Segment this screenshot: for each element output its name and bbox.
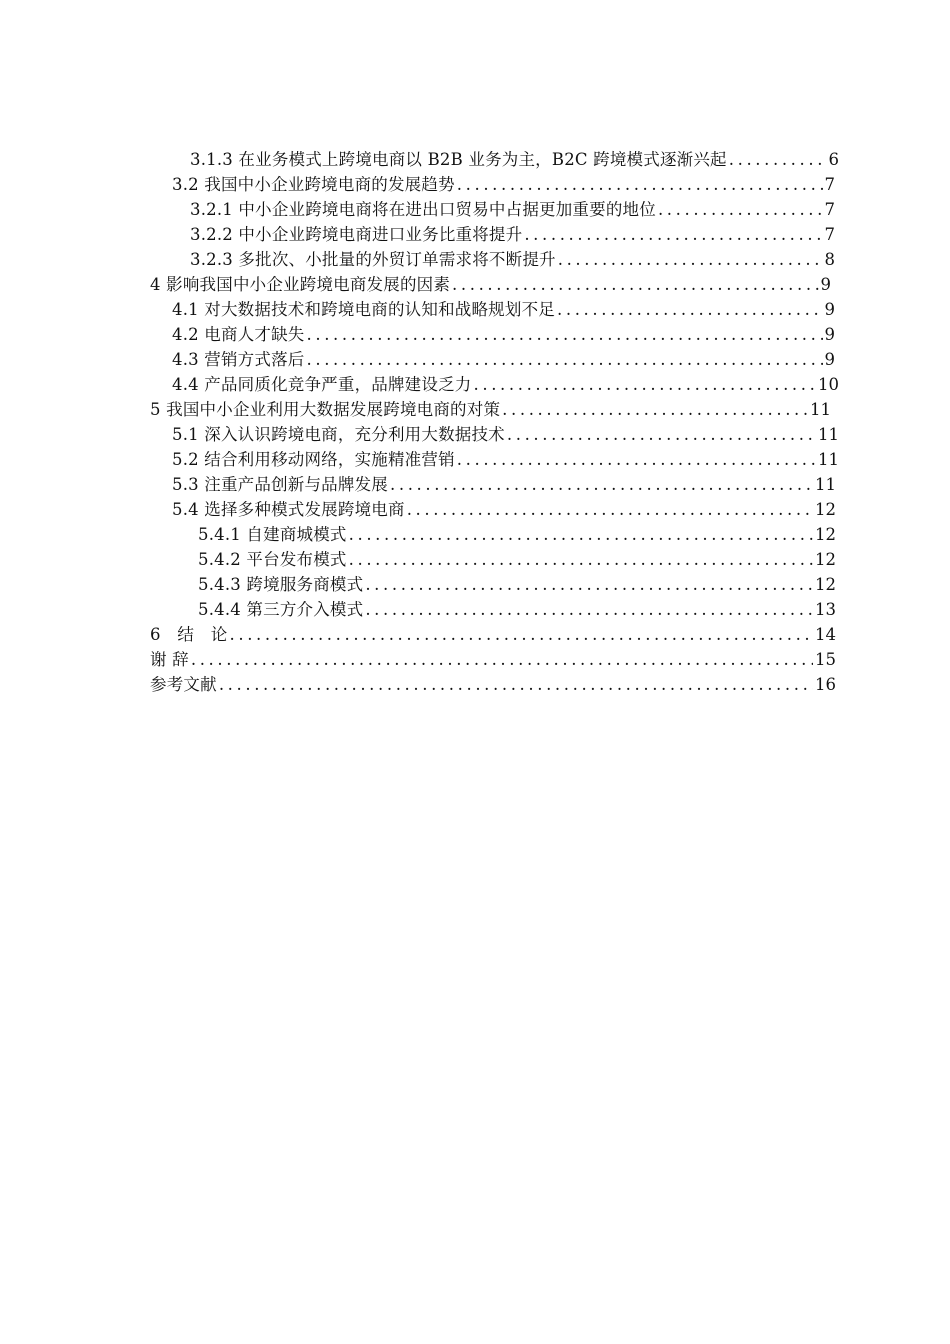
toc-entry[interactable] <box>150 672 836 697</box>
toc-entry-page: 7 <box>824 175 835 194</box>
toc-entry-title: 5.4.2 平台发布模式 <box>198 550 347 569</box>
toc-entry-title: 3.2.1 中小企业跨境电商将在进出口贸易中占据更加重要的地位 <box>190 200 656 219</box>
toc-leader-dots <box>457 447 816 472</box>
toc-entry-page: 7 <box>824 200 835 219</box>
toc-leader-dots <box>557 297 823 322</box>
toc-entry-title: 5.1 深入认识跨境电商，充分利用大数据技术 <box>172 425 505 444</box>
toc-leader-dots <box>558 247 823 272</box>
toc-entry[interactable] <box>150 397 831 422</box>
toc-entry-title: 谢 辞 <box>150 650 189 669</box>
toc-entry[interactable] <box>172 472 836 497</box>
toc-entry[interactable] <box>172 347 835 372</box>
toc-entry-page: 13 <box>815 600 836 619</box>
toc-leader-dots <box>307 322 823 347</box>
toc-entry-title: 5.4.1 自建商城模式 <box>198 525 347 544</box>
toc-entry-title: 5.2 结合利用移动网络，实施精准营销 <box>172 450 455 469</box>
toc-entry[interactable] <box>198 597 836 622</box>
toc-entry-page: 11 <box>815 475 836 494</box>
toc-entry-title: 4.2 电商人才缺失 <box>172 325 305 344</box>
toc-entry-page: 12 <box>815 575 836 594</box>
toc-entry-title: 3.1.3 在业务模式上跨境电商以 B2B 业务为主，B2C 跨境模式逐渐兴起 <box>190 150 727 169</box>
toc-entry[interactable] <box>190 222 835 247</box>
toc-entry-page: 15 <box>815 650 836 669</box>
toc-entry[interactable] <box>150 647 836 672</box>
toc-leader-dots <box>365 572 813 597</box>
toc-entry-page: 8 <box>824 250 835 269</box>
toc-entry[interactable] <box>172 497 836 522</box>
toc-entry-page: 9 <box>824 325 835 344</box>
toc-leader-dots <box>390 472 813 497</box>
toc-leader-dots <box>307 347 823 372</box>
toc-entry[interactable] <box>198 572 836 597</box>
toc-entry-page: 12 <box>815 550 836 569</box>
toc-entry-title: 4.3 营销方式落后 <box>172 350 305 369</box>
toc-entry-title: 4 影响我国中小企业跨境电商发展的因素 <box>150 275 451 294</box>
toc-entry-title: 4.1 对大数据技术和跨境电商的认知和战略规划不足 <box>172 300 555 319</box>
toc-entry[interactable] <box>190 197 835 222</box>
toc-leader-dots <box>365 597 813 622</box>
toc-entry-page: 14 <box>815 625 836 644</box>
toc-entry[interactable] <box>190 247 835 272</box>
toc-leader-dots <box>457 172 823 197</box>
toc-entry[interactable] <box>172 422 839 447</box>
toc-entry-title: 5.4.4 第三方介入模式 <box>198 600 364 619</box>
toc-entry[interactable] <box>198 522 836 547</box>
toc-leader-dots <box>658 197 823 222</box>
toc-leader-dots <box>474 372 817 397</box>
toc-entry-page: 9 <box>824 350 835 369</box>
toc-entry-title: 5.3 注重产品创新与品牌发展 <box>172 475 388 494</box>
toc-leader-dots <box>219 672 813 697</box>
toc-entry-title: 5.4 选择多种模式发展跨境电商 <box>172 500 405 519</box>
toc-entry-page: 12 <box>815 500 836 519</box>
toc-entry-page: 9 <box>824 300 835 319</box>
toc-leader-dots <box>230 622 814 647</box>
toc-entry-page: 10 <box>818 375 839 394</box>
toc-entry-title: 5 我国中小企业利用大数据发展跨境电商的对策 <box>150 400 501 419</box>
toc-entry-page: 6 <box>828 150 839 169</box>
toc-entry-page: 11 <box>818 425 839 444</box>
toc-leader-dots <box>729 147 827 172</box>
toc-leader-dots <box>191 647 813 672</box>
toc-leader-dots <box>452 272 818 297</box>
toc-entry-page: 11 <box>810 400 831 419</box>
toc-leader-dots <box>507 422 816 447</box>
toc-entry-title: 参考文献 <box>150 675 217 694</box>
toc-entry-page: 11 <box>818 450 839 469</box>
toc-entry-title: 3.2.3 多批次、小批量的外贸订单需求将不断提升 <box>190 250 556 269</box>
toc-leader-dots <box>349 547 813 572</box>
toc-entry[interactable] <box>172 297 835 322</box>
toc-entry-page: 7 <box>824 225 835 244</box>
toc-entry[interactable] <box>172 172 835 197</box>
toc-entry[interactable] <box>198 547 836 572</box>
toc-entry[interactable] <box>190 147 839 172</box>
toc-entry-title: 3.2 我国中小企业跨境电商的发展趋势 <box>172 175 455 194</box>
toc-leader-dots <box>502 397 808 422</box>
toc-entry-title: 3.2.2 中小企业跨境电商进口业务比重将提升 <box>190 225 523 244</box>
toc-entry[interactable] <box>172 447 839 472</box>
toc-entry-page: 16 <box>815 675 836 694</box>
toc-entry-title: 5.4.3 跨境服务商模式 <box>198 575 364 594</box>
toc-entry-title: 4.4 产品同质化竞争严重，品牌建设乏力 <box>172 375 472 394</box>
toc-leader-dots <box>407 497 813 522</box>
toc-leader-dots <box>349 522 813 547</box>
toc-entry-page: 9 <box>820 275 831 294</box>
toc-entry[interactable] <box>172 372 839 397</box>
toc-entry[interactable] <box>150 622 836 647</box>
toc-entry[interactable] <box>150 272 831 297</box>
toc-entry-title: 6 结 论 <box>150 625 228 644</box>
toc-entry[interactable] <box>172 322 835 347</box>
toc-leader-dots <box>524 222 822 247</box>
toc-entry-page: 12 <box>815 525 836 544</box>
